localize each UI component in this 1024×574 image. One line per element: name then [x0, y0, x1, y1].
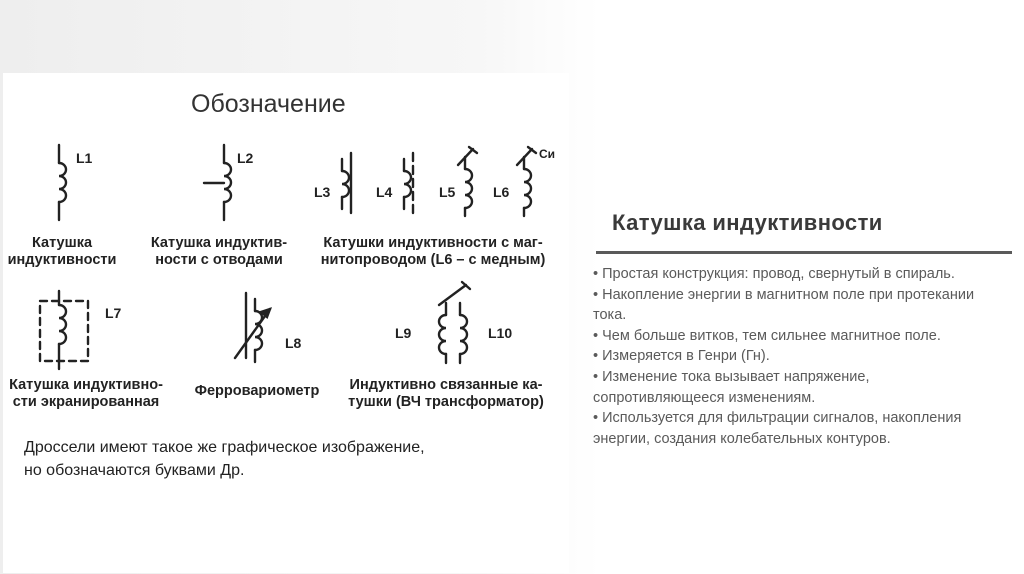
caption-ferrovariometer — [189, 383, 325, 400]
note-line: но обозначаются буквами Др. — [24, 462, 245, 479]
title-underline — [596, 251, 1012, 254]
caption-line: сти экранированная — [12, 394, 160, 410]
label-l2: L2 — [237, 150, 254, 166]
bullet-item: • Изменение тока вызывает напряжение, сопротивляющееся изменениям. — [593, 368, 870, 406]
label-l9: L9 — [395, 325, 412, 341]
bullet-item: • Измеряется в Генри (Гн). — [593, 348, 770, 365]
caption-line: индуктивности — [7, 252, 117, 268]
bullet-item: • Накопление энергии в магнитном поле при протекании тока. — [593, 286, 975, 324]
caption-core-inductors — [313, 235, 553, 269]
caption-shielded-inductor — [3, 377, 169, 411]
caption-tapped-inductor — [145, 235, 293, 269]
label-ci: Cи — [539, 147, 556, 161]
caption-line: Индуктивно связанные ка- — [349, 377, 543, 393]
inductor-symbol-l6 — [517, 147, 536, 216]
inductor-symbol-l1 — [59, 145, 66, 220]
figure-heading: Обозначение — [191, 90, 346, 118]
inductor-symbols-drawing — [3, 73, 569, 573]
label-l5: L5 — [439, 184, 456, 200]
label-l3: L3 — [314, 184, 331, 200]
label-l10: L10 — [488, 325, 513, 341]
inductor-symbol-l9-l10 — [439, 282, 470, 363]
caption-line: ности с отводами — [155, 252, 283, 268]
caption-line: нитопроводом (L6 – с медным) — [320, 252, 546, 268]
caption-line: Катушки индуктивности с маг- — [323, 235, 543, 251]
label-l6: L6 — [493, 184, 510, 200]
bullet-list — [593, 264, 993, 449]
inductor-symbol-l4 — [404, 153, 413, 215]
caption-inductor — [7, 235, 117, 269]
label-l1: L1 — [76, 150, 93, 166]
choke-note — [24, 436, 425, 482]
bullet-item: • Используется для фильтрации сигналов, накопления энергии, создания колебательных контуров. — [593, 410, 962, 447]
label-l8: L8 — [285, 335, 302, 351]
inductor-symbol-l2 — [204, 145, 231, 220]
inductor-notation-figure — [3, 73, 569, 573]
caption-line: Ферровариометр — [194, 383, 320, 399]
inductor-symbol-l8 — [235, 293, 270, 362]
inductor-symbol-l3 — [342, 153, 351, 213]
note-line: Дроссели имеют такое же графическое изображение, — [24, 439, 425, 456]
label-l7: L7 — [105, 305, 122, 321]
caption-line: тушки (ВЧ трансформатор) — [348, 394, 544, 410]
label-l4: L4 — [376, 184, 393, 200]
caption-line: Катушка — [31, 235, 93, 251]
bullet-item: • Чем больше витков, тем сильнее магнитное поле. — [593, 327, 941, 344]
caption-line: Катушка индуктив- — [150, 235, 288, 251]
slide-title: Катушка индуктивности — [612, 210, 883, 235]
inductor-symbol-l7 — [40, 291, 88, 369]
caption-line: Катушка индуктивно- — [9, 377, 163, 393]
slide-title-bar — [596, 210, 1024, 250]
bullet-item: • Простая конструкция: провод, свернутый в спираль. — [593, 266, 955, 282]
inductor-symbol-l5 — [458, 147, 477, 216]
caption-coupled-inductors — [340, 377, 552, 411]
